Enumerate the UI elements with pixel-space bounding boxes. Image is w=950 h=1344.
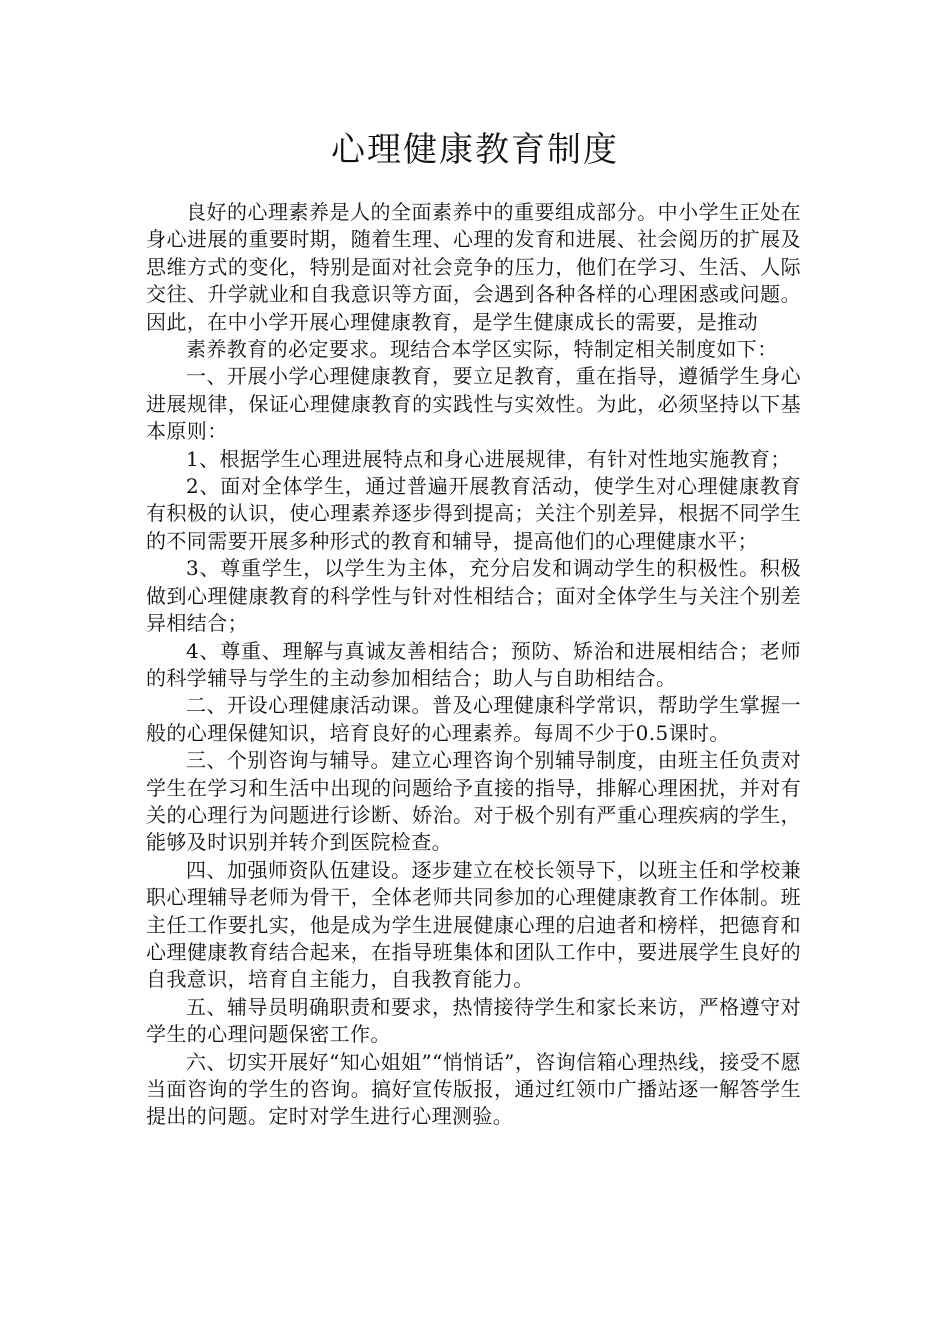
- paragraph-section-5: 五、辅导员明确职责和要求，热情接待学生和家长来访，严格遵守对学生的心理问题保密工作。: [146, 994, 801, 1047]
- document-body: [146, 199, 801, 1131]
- paragraph-section-1: 一、开展小学心理健康教育，要立足教育，重在指导，遵循学生身心进展规律，保证心理健康教育的实践性与实效性。为此，必须坚持以下基本原则：: [146, 364, 801, 444]
- paragraph-principle-2: 2、面对全体学生，通过普遍开展教育活动，使学生对心理健康教育有积极的认识，使心理素养逐步得到提高；关注个别差异，根据不同学生的不同需要开展多种形式的教育和辅导，提高他们的心理健康水平；: [146, 474, 801, 553]
- paragraph-principle-4: 4、尊重、理解与真诚友善相结合；预防、矫治和进展相结合；老师的科学辅导与学生的主动参加相结合；助人与自助相结合。: [146, 638, 801, 690]
- paragraph-section-6: 六、切实开展好“知心姐姐”“悄悄话”，咨询信箱心理热线，接受不愿当面咨询的学生的咨询。搞好宣传版报，通过红领巾广播站逐一解答学生提出的问题。定时对学生进行心理测验。: [146, 1049, 801, 1129]
- paragraph-principle-1: 1、根据学生心理进展特点和身心进展规律，有针对性地实施教育；: [186, 446, 791, 471]
- paragraph-intro: 良好的心理素养是人的全面素养中的重要组成部分。中小学生正处在身心进展的重要时期，随着生理、心理的发育和进展、社会阅历的扩展及思维方式的变化，特别是面对社会竞争的压力，他们在学习、生活、人际交往、升学就业和自我意识等方面，会遇到各种各样的心理困惑或问题。因此，在中小学开展心理健康教育，是学生健康成长的需要，是推动: [146, 200, 801, 334]
- document-title: 心理健康教育制度: [331, 130, 619, 170]
- paragraph-section-2: 二、开设心理健康活动课。普及心理健康科学常识，帮助学生掌握一般的心理保健知识，培育良好的心理素养。每周不少于0.5课时。: [146, 693, 801, 745]
- paragraph-intro-continued: 素养教育的必定要求。现结合本学区实际，特制定相关制度如下：: [186, 337, 778, 362]
- paragraph-section-4: 四、加强师资队伍建设。逐步建立在校长领导下，以班主任和学校兼职心理辅导老师为骨干，全体老师共同参加的心理健康教育工作体制。班主任工作要扎实，他是成为学生进展健康心理的启迪者和榜样，把德育和心理健康教育结合起来，在指导班集体和团队工作中，要进展学生良好的自我意识，培育自主能力，自我教育能力。: [146, 857, 801, 992]
- paragraph-principle-3: 3、尊重学生，以学生为主体，充分启发和调动学生的积极性。积极做到心理健康教育的科学性与针对性相结合；面对全体学生与关注个别差异相结合；: [146, 556, 801, 636]
- paragraph-section-3: 三、个别咨询与辅导。建立心理咨询个别辅导制度，由班主任负责对学生在学习和生活中出现的问题给予直接的指导，排解心理困扰，并对有关的心理行为问题进行诊断、娇治。对于极个别有严重心理疾病的学生，能够及时识别并转介到医院检查。: [146, 748, 801, 855]
